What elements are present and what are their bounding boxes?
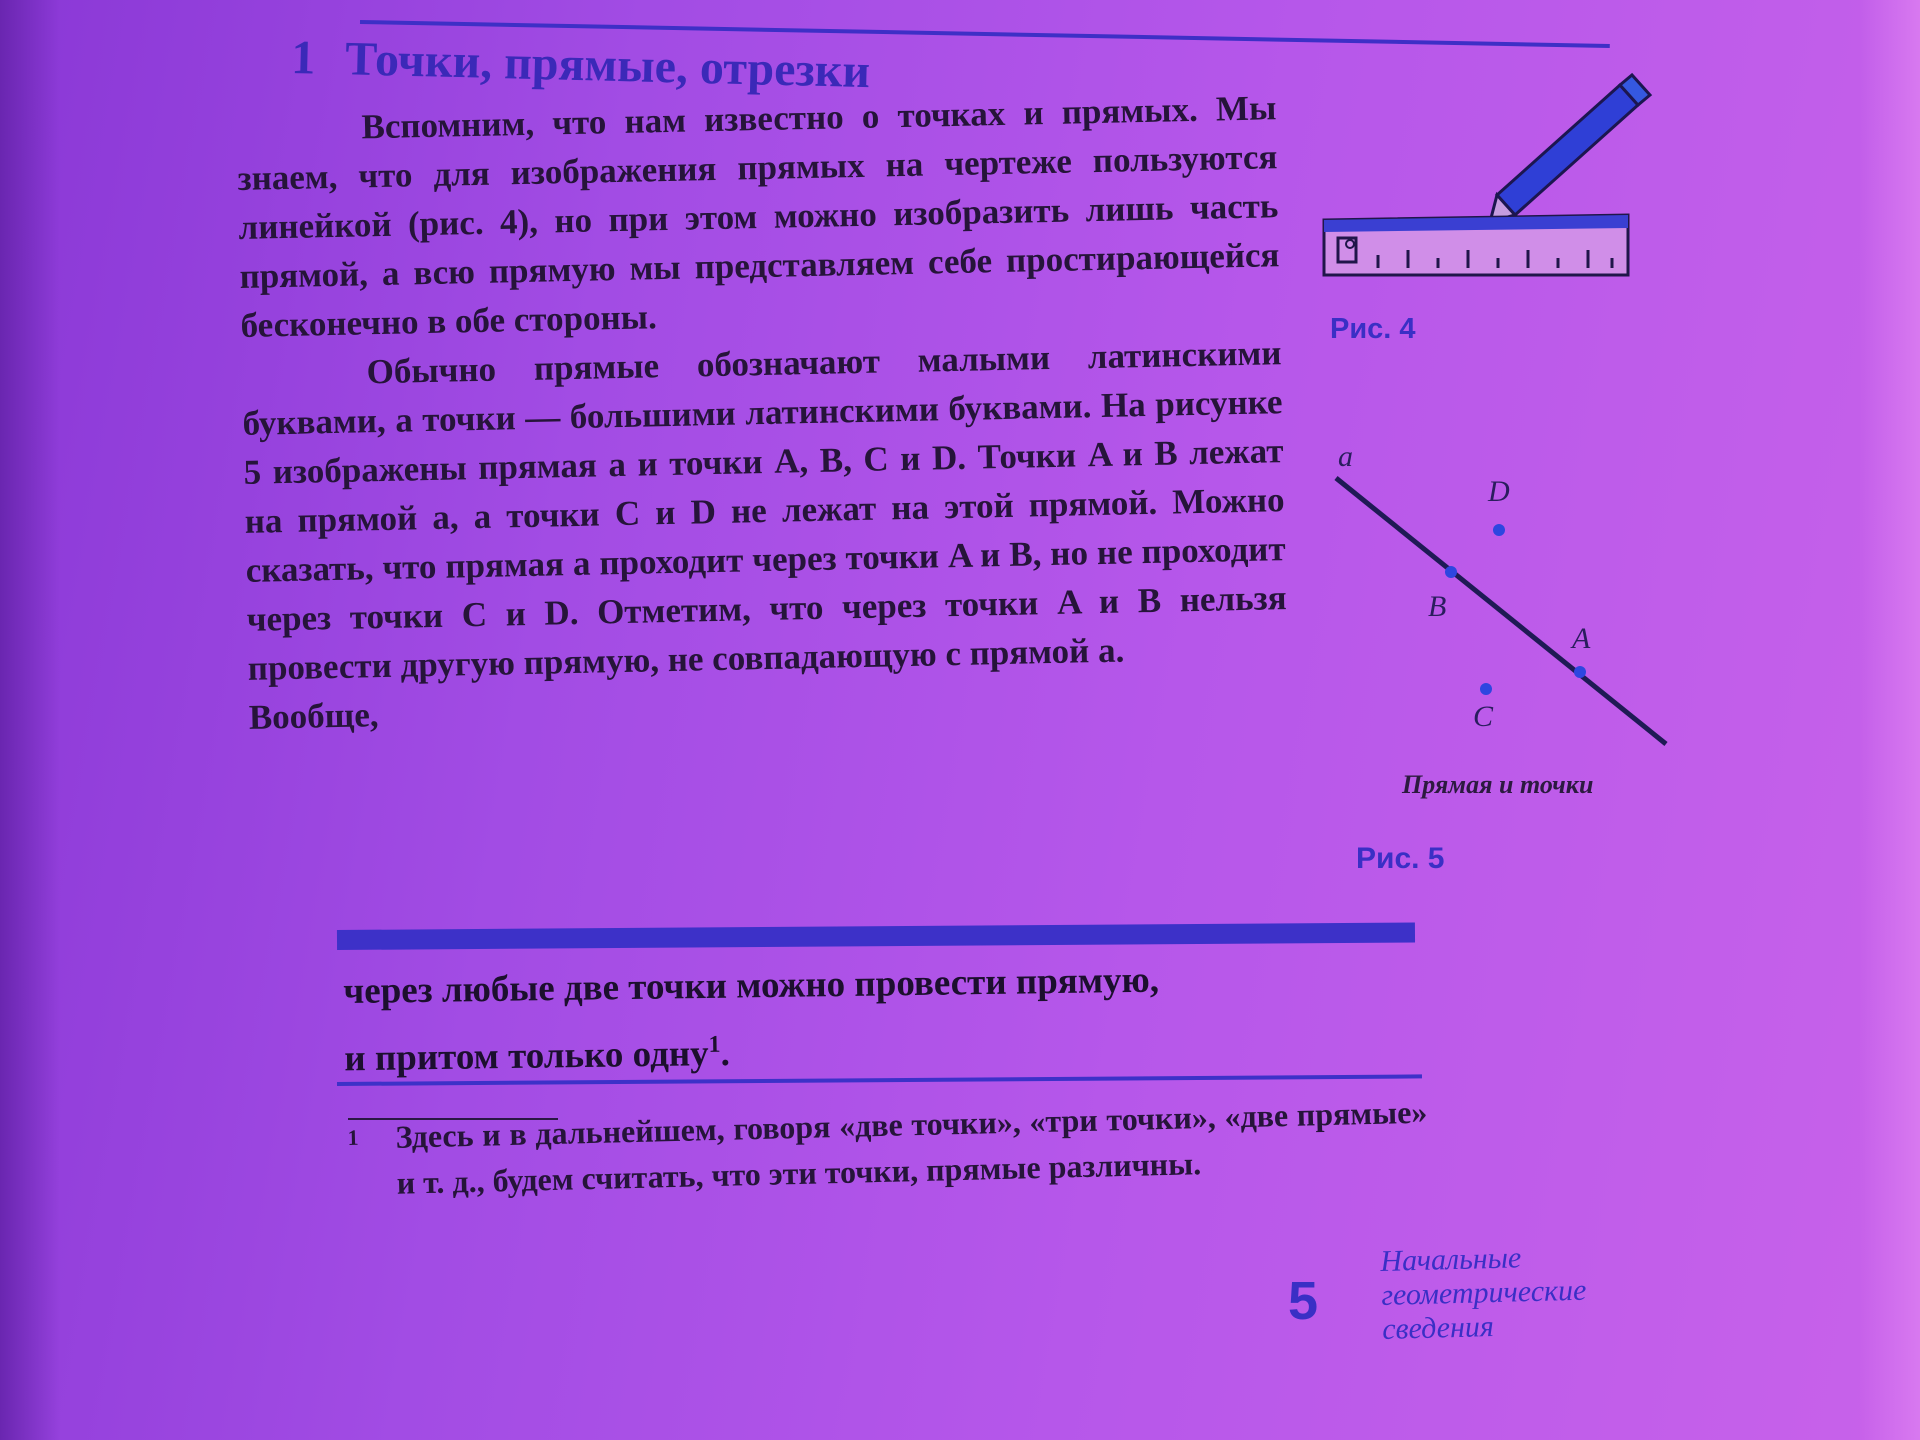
ruler-icon (1324, 215, 1628, 275)
label-C: C (1473, 700, 1494, 733)
axiom-line-2-text: и притом только одну (344, 1033, 709, 1080)
label-D: D (1488, 475, 1510, 508)
footnote-text: Здесь и в дальнейшем, говоря «две точки», «три точки», «две прямые» и т. д., будем считать, что эти точки, прямые различны. (395, 1093, 1428, 1201)
axiom-end: . (720, 1032, 731, 1075)
page-number: 5 (1288, 1271, 1319, 1331)
footnote-reference: 1 (708, 1031, 721, 1058)
label-A: A (1572, 622, 1591, 655)
figures-column (1290, 60, 1670, 880)
figure5-title: Прямая и точки (1402, 770, 1594, 799)
section-name-line-3: сведения (1381, 1310, 1495, 1346)
footnote-mark: 1 (347, 1124, 359, 1150)
figure5-diagram (1336, 478, 1666, 744)
paragraph-3: Вообще, (248, 695, 379, 737)
axiom-line-1: через любые две точки можно провести прямую, (343, 959, 1160, 1012)
point-B (1445, 566, 1457, 578)
figure4-caption: Рис. 4 (1330, 313, 1416, 345)
section-name-line-2: геометрические (1380, 1273, 1587, 1312)
line-a (1336, 478, 1666, 744)
section-name-line-1: Начальные (1380, 1241, 1522, 1278)
pencil-icon (1488, 75, 1650, 225)
section-name (1380, 1240, 1588, 1347)
point-C (1480, 683, 1492, 695)
axiom-box (343, 952, 1160, 1089)
paragraph-2: Обычно прямые обозначают малыми латинскими буквами, а точки — большими латинскими буквами. На рисунке 5 изображены прямая a и точки A, B, C и D. Точки A и B лежат на прямой a, а точки C и D не лежат на этой прямой. Можно сказать, что прямая a проходит через точки A и B, но не проходит через точки C и D. Отметим, что через точки A и B нельзя провести другую прямую, не совпадающую с прямой a. (242, 333, 1287, 688)
section-number: 1 (290, 30, 316, 85)
page-gutter-shadow (0, 0, 60, 1440)
section-heading (291, 30, 871, 99)
section-title: Точки, прямые, отрезки (344, 32, 871, 99)
page-edge (1860, 0, 1920, 1440)
label-a: a (1338, 440, 1353, 473)
footnote (347, 1089, 1429, 1207)
body-text (236, 83, 1289, 742)
point-A (1574, 666, 1586, 678)
figure5-caption: Рис. 5 (1356, 842, 1445, 875)
rule-bar (337, 922, 1415, 950)
label-B: B (1428, 590, 1447, 623)
point-D (1493, 524, 1505, 536)
paragraph-1: Вспомним, что нам известно о точках и прямых. Мы знаем, что для изображения прямых на чертеже пользуются линейкой (рис. 4), но при этом можно изобразить лишь часть прямой, а всю прямую мы представляем себе простирающейся бесконечно в обе стороны. (237, 88, 1280, 345)
